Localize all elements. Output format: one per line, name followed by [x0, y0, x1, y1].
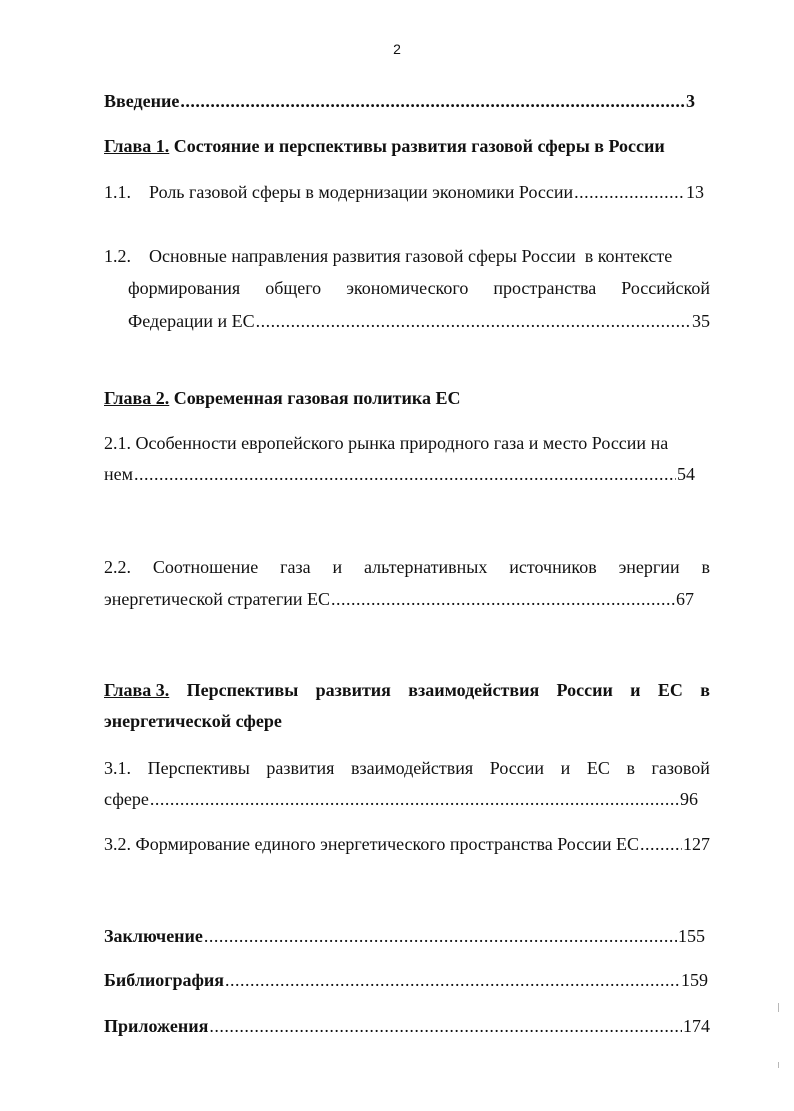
word: Перспективы: [147, 758, 250, 778]
dot-leader: [150, 787, 679, 811]
chapter-3-heading-line-2: энергетической сфере: [104, 711, 282, 731]
word: в: [701, 557, 710, 577]
dot-leader: [209, 1014, 682, 1038]
chapter-1-heading: [104, 134, 710, 158]
chapter-title: Современная газовая политика ЕС: [173, 388, 461, 408]
dot-leader: [574, 180, 685, 204]
toc-label: 1.1. Роль газовой сферы в модернизации экономики России: [104, 182, 574, 202]
word: общего: [265, 278, 322, 298]
word: экономического: [346, 278, 469, 298]
word: развития: [315, 680, 391, 700]
toc-page-number: 67: [676, 589, 694, 609]
toc-entry-2-2-line-2: [104, 587, 694, 611]
dot-leader: [331, 587, 675, 611]
toc-page-number: 96: [680, 789, 698, 809]
toc-page-number: 127: [683, 834, 710, 854]
word: энергии: [618, 557, 680, 577]
toc-entry-3-1-line-2: [104, 787, 698, 811]
word: источников: [509, 557, 597, 577]
toc-label: Библиография: [104, 970, 225, 990]
dot-leader: [225, 968, 680, 992]
chapter-3-heading-line-1: [104, 678, 710, 702]
toc-page-number: 54: [677, 464, 695, 484]
word: формирования: [128, 278, 241, 298]
toc-entry-2-1-line-1: 2.1. Особенности европейского рынка природного газа и место России на: [104, 433, 669, 453]
toc-entry-conclusion: [104, 924, 705, 948]
word: России: [489, 758, 545, 778]
word: ЕС: [657, 680, 683, 700]
toc-entry-bibliography: [104, 968, 708, 992]
toc-page-number: 159: [681, 970, 708, 990]
dot-leader: [256, 309, 691, 333]
scan-mark: [778, 1062, 779, 1068]
chapter-prefix: Глава 1.: [104, 136, 170, 156]
toc-page-number: 3: [686, 91, 695, 111]
toc-entry-1-2-line-2: [128, 276, 710, 300]
toc-label: Федерации и ЕС: [128, 311, 255, 331]
toc-label: Введение: [104, 91, 180, 111]
chapter-2-heading: [104, 386, 710, 410]
toc-label: Приложения: [104, 1016, 209, 1036]
toc-label: энергетической стратегии ЕС: [104, 589, 331, 609]
chapter-title: Состояние и перспективы развития газовой сферы в России: [173, 136, 665, 156]
word: взаимодействия: [351, 758, 474, 778]
toc-entry-introduction: [104, 89, 695, 113]
word: в: [700, 680, 710, 700]
word: России: [556, 680, 613, 700]
toc-entry-2-2-line-1: [104, 555, 710, 579]
word: и: [560, 758, 571, 778]
word: и: [630, 680, 641, 700]
word: Соотношение: [152, 557, 259, 577]
toc-entry-3-1-line-1: [104, 756, 710, 780]
word: взаимодействия: [408, 680, 540, 700]
word: 3.1.: [104, 758, 131, 778]
toc-label: сфере: [104, 789, 149, 809]
toc-entry-1-2-line-3: [128, 309, 710, 333]
word: ЕС: [586, 758, 610, 778]
dot-leader: [134, 462, 676, 486]
toc-label: Заключение: [104, 926, 203, 946]
chapter-prefix: Глава 3.: [104, 680, 170, 700]
word: 2.2.: [104, 557, 131, 577]
toc-entry-1-2-line-1: 1.2. Основные направления развития газовой сферы России в контексте: [104, 246, 673, 266]
page-number: 2: [393, 41, 401, 57]
toc-page-number: 13: [686, 182, 704, 202]
toc-entry-appendix: [104, 1014, 710, 1038]
toc-page-number: 174: [683, 1016, 710, 1036]
toc-label: нем: [104, 464, 134, 484]
word: альтернативных: [364, 557, 488, 577]
word: в: [626, 758, 635, 778]
word: развития: [266, 758, 335, 778]
toc-entry-2-1-line-2: [104, 462, 695, 486]
scan-mark: [778, 1003, 779, 1012]
word: Перспективы: [186, 680, 299, 700]
toc-entry-3-2: [104, 832, 710, 856]
toc-page-number: 155: [678, 926, 705, 946]
dot-leader: [180, 89, 685, 113]
word: Российской: [621, 278, 710, 298]
chapter-prefix: Глава 2.: [104, 388, 170, 408]
word: пространства: [493, 278, 597, 298]
toc-label: 3.2. Формирование единого энергетического пространства России ЕС: [104, 834, 639, 854]
word: газовой: [651, 758, 710, 778]
dot-leader: [204, 924, 677, 948]
toc-page-number: 35: [692, 311, 710, 331]
toc-entry-1-1: [104, 180, 704, 204]
word: и: [332, 557, 343, 577]
word: газа: [280, 557, 311, 577]
dot-leader: [640, 832, 682, 856]
